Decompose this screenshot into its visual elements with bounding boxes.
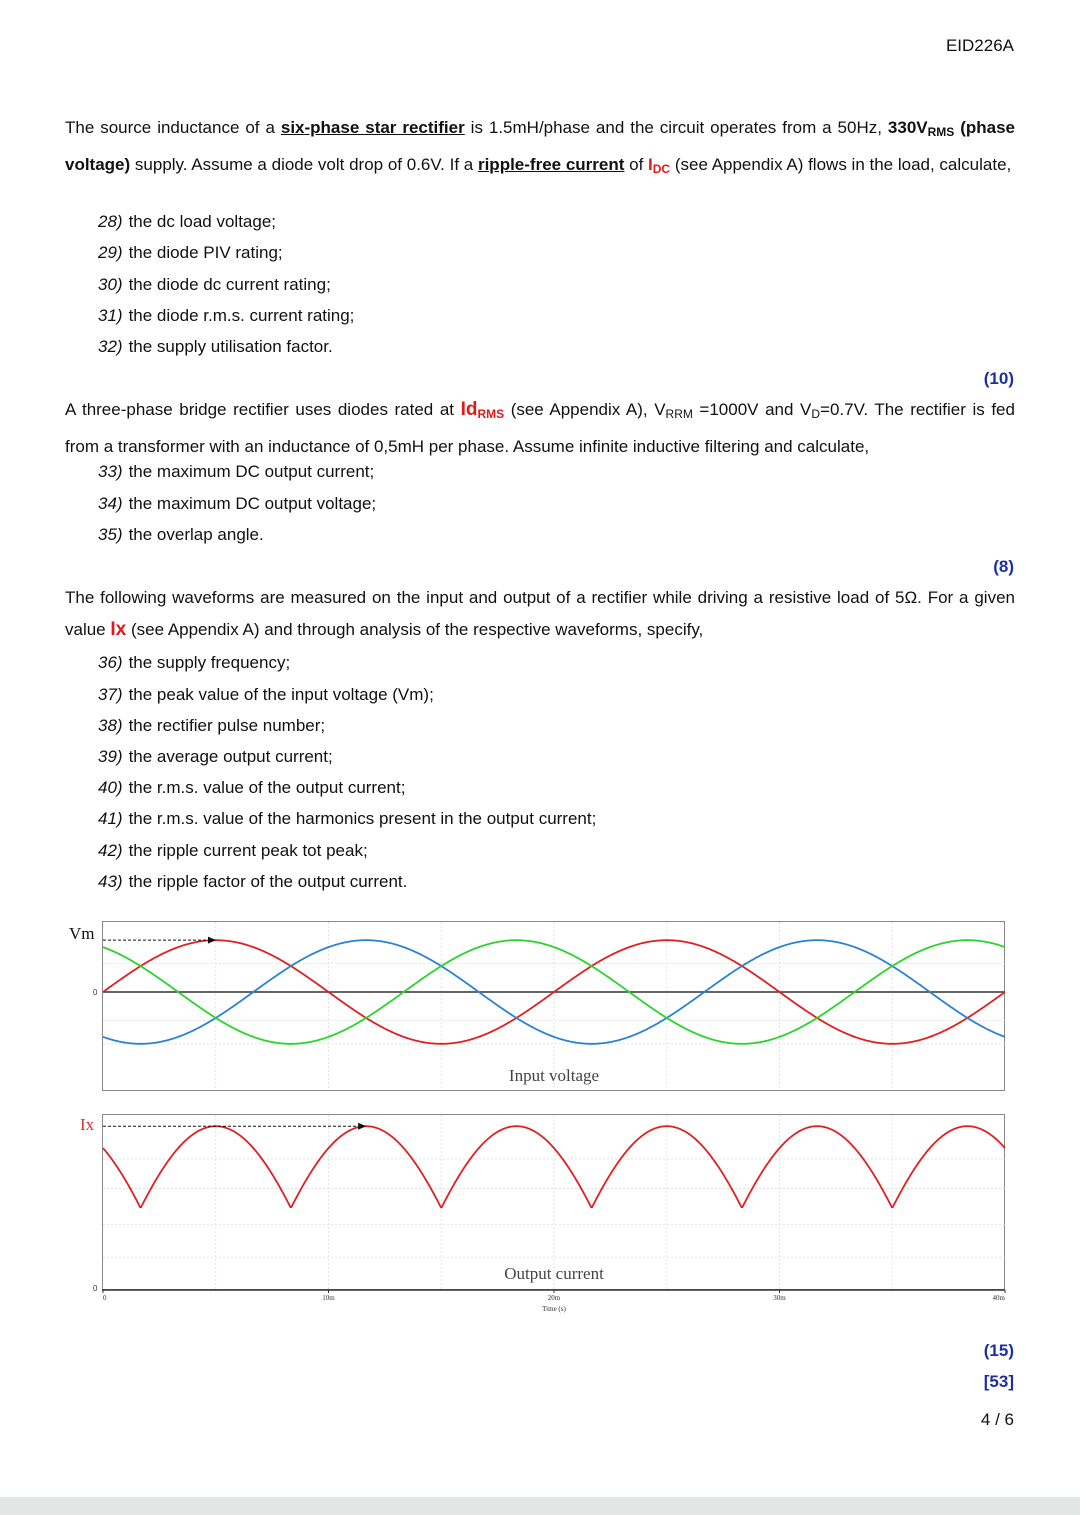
q1-idc-sub: DC [652, 161, 671, 176]
list-item [98, 685, 434, 705]
q2-id-symbol: Id [460, 399, 478, 420]
list-item [98, 525, 264, 545]
list-item [98, 653, 290, 673]
q2-vrrm-sub: RRM [665, 407, 693, 421]
item-text: the maximum DC output voltage; [128, 494, 377, 513]
output-current-zero-label: 0 [93, 1284, 98, 1293]
item-text: the ripple factor of the output current. [128, 872, 408, 891]
marks-label: (10) [983, 369, 1014, 388]
item-number: 37) [98, 685, 123, 704]
list-item [98, 462, 374, 482]
item-number: 43) [98, 872, 123, 891]
item-text: the diode r.m.s. current rating; [128, 306, 355, 325]
document-code: EID226A [945, 36, 1014, 55]
item-text: the peak value of the input voltage (Vm); [128, 685, 434, 704]
question-2-text [65, 394, 1015, 462]
item-number: 35) [98, 525, 123, 544]
q2-text-part: A three-phase bridge rectifier uses diodes rated at [65, 400, 461, 419]
marks-label: (8) [993, 557, 1014, 576]
item-number: 34) [98, 494, 123, 513]
x-tick-label: 30m [773, 1294, 786, 1302]
output-current-x-ticks [103, 1290, 1006, 1302]
output-current-title: Output current [504, 1264, 604, 1283]
q3-ix-symbol: Ix [110, 618, 127, 640]
item-text: the r.m.s. value of the harmonics present in the output current; [128, 809, 597, 828]
item-number: 28) [98, 212, 123, 231]
q1-voltage-value: 330V [887, 118, 928, 137]
item-text: the r.m.s. value of the output current; [128, 778, 406, 797]
item-text: the diode PIV rating; [128, 243, 283, 262]
q1-voltage-sub: RMS [927, 125, 955, 139]
item-number: 29) [98, 243, 123, 262]
question-1-text [65, 112, 1015, 185]
q3-text-part: (see Appendix A) and through analysis of the respective waveforms, specify, [126, 619, 704, 639]
item-text: the rectifier pulse number; [128, 716, 326, 735]
q2-id-sub: RMS [477, 407, 505, 421]
q1-text-part: supply. Assume a diode volt drop of 0.6V. If a [130, 154, 478, 174]
q1-ripple-free-term: ripple-free current [477, 154, 625, 174]
list-item [98, 337, 333, 357]
item-text: the supply utilisation factor. [128, 337, 333, 356]
q2-text-part: =1000V and V [692, 400, 812, 419]
item-text: the maximum DC output current; [128, 462, 375, 481]
q1-text-part: (see Appendix A) flows in the load, calculate, [670, 154, 1012, 174]
marks-label: (15) [983, 1341, 1014, 1360]
list-item [98, 494, 376, 514]
item-text: the dc load voltage; [128, 212, 277, 231]
item-number: 38) [98, 716, 123, 735]
input-voltage-title: Input voltage [508, 1066, 600, 1085]
item-number: 42) [98, 841, 123, 860]
input-voltage-chart [102, 921, 1006, 1092]
item-text: the average output current; [128, 747, 333, 766]
list-item [98, 212, 276, 232]
output-current-chart [96, 1112, 1008, 1318]
item-number: 40) [98, 778, 123, 797]
item-text: the ripple current peak tot peak; [128, 841, 368, 860]
x-tick-label: 20m [547, 1294, 561, 1302]
list-item [98, 809, 596, 829]
q1-six-phase-term: six-phase star rectifier [280, 118, 465, 137]
item-number: 41) [98, 809, 123, 828]
item-text: the diode dc current rating; [128, 275, 331, 294]
q1-phase-voltage-term: (phase voltage) [65, 118, 1016, 174]
x-tick-label: 0 [103, 1294, 107, 1302]
list-item [98, 243, 283, 263]
x-tick-label: 40m [992, 1294, 1005, 1302]
q1-text-part: The source inductance of a [65, 118, 281, 137]
item-text: the overlap angle. [128, 525, 264, 544]
list-item [98, 306, 354, 326]
input-voltage-zero-label: 0 [93, 988, 98, 997]
list-item [98, 841, 368, 861]
q1-idc-symbol: I [648, 154, 653, 174]
list-item [98, 716, 325, 736]
item-number: 39) [98, 747, 123, 766]
item-number: 30) [98, 275, 123, 294]
input-voltage-y-label: Vm [69, 924, 95, 943]
item-number: 33) [98, 462, 123, 481]
viewer-bottom-bar [0, 1497, 1080, 1515]
item-number: 32) [98, 337, 123, 356]
item-number: 36) [98, 653, 123, 672]
q3-text-part: The following waveforms are measured on the input and output of a rectifier while driving a resistive load of 5Ω. For a given value [65, 588, 1015, 639]
question-3-text [65, 582, 1015, 645]
item-text: the supply frequency; [128, 653, 291, 672]
q2-text-part: (see Appendix A), V [504, 400, 666, 419]
q1-text-part: of [624, 154, 649, 174]
q1-text-part: is 1.5mH/phase and the circuit operates from a 50Hz, [464, 118, 888, 137]
total-marks-label: [53] [983, 1372, 1014, 1391]
x-tick-label: 10m [322, 1294, 335, 1302]
output-current-x-label: Time (s) [542, 1305, 566, 1313]
q2-vd-sub: D [811, 407, 821, 421]
list-item [98, 747, 333, 767]
list-item [98, 275, 331, 295]
item-number: 31) [98, 306, 123, 325]
output-current-y-label: Ix [80, 1115, 95, 1134]
list-item [98, 872, 407, 892]
list-item [98, 778, 405, 798]
q2-text-part: =0.7V. The rectifier is fed from a transformer with an inductance of 0,5mH per phase. Assume infinite inductive filtering and calculate, [65, 400, 1015, 456]
page-number: 4 / 6 [980, 1410, 1014, 1429]
